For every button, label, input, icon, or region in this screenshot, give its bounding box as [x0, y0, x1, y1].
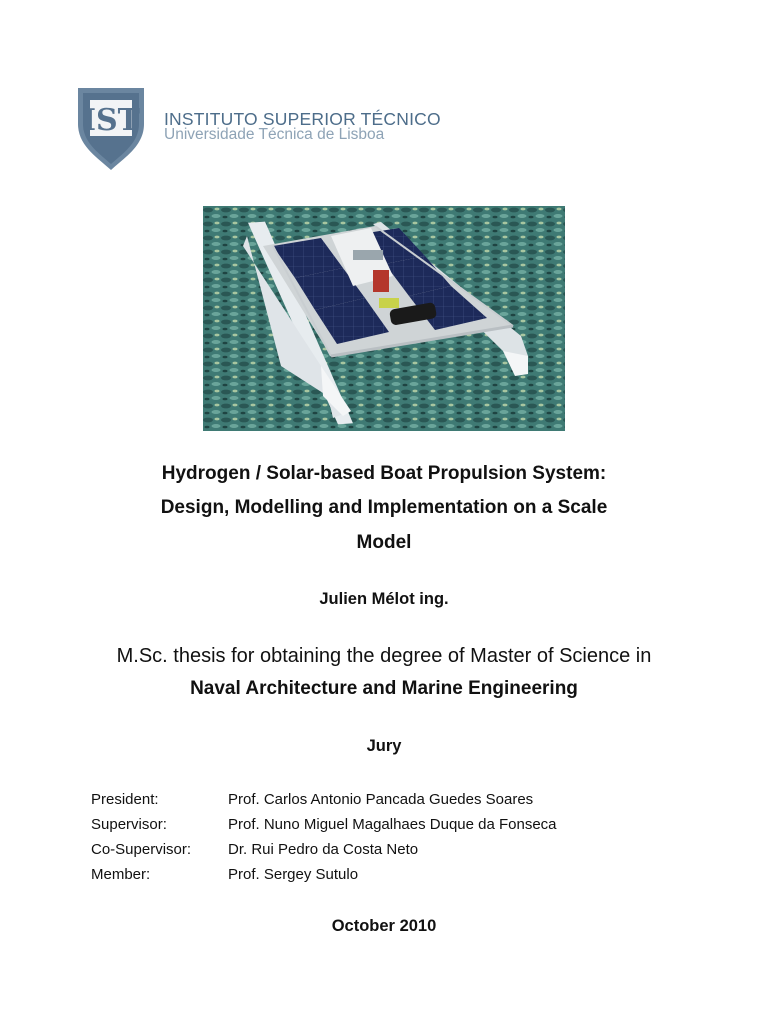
thesis-title-line-2: Design, Modelling and Implementation on a Scale	[160, 497, 608, 518]
jury-name-supervisor: Prof. Nuno Miguel Magalhaes Duque da Fonseca	[228, 816, 557, 833]
ist-shield-logo-icon	[78, 88, 144, 170]
thesis-title-line-3: Model	[356, 532, 412, 553]
jury-name-member: Prof. Sergey Sutulo	[228, 866, 359, 883]
jury-role-supervisor: Supervisor:	[91, 816, 167, 833]
author-name: Julien Mélot ing.	[319, 590, 449, 608]
university-name: Universidade Técnica de Lisboa	[164, 126, 385, 143]
submission-date: October 2010	[331, 917, 437, 935]
degree-statement: M.Sc. thesis for obtaining the degree of Master of Science in	[116, 645, 652, 667]
jury-role-president: President:	[91, 791, 159, 808]
logo-lettering: IST	[81, 103, 141, 138]
jury-name-president: Prof. Carlos Antonio Pancada Guedes Soares	[228, 791, 534, 808]
jury-heading: Jury	[366, 737, 402, 755]
thesis-title-line-1: Hydrogen / Solar-based Boat Propulsion System:	[161, 463, 607, 484]
jury-role-member: Member:	[91, 866, 151, 883]
institution-name: INSTITUTO SUPERIOR TÉCNICO	[164, 109, 441, 129]
solar-boat-scale-model-photo	[203, 206, 565, 431]
jury-name-co-supervisor: Dr. Rui Pedro da Costa Neto	[228, 841, 419, 858]
degree-program: Naval Architecture and Marine Engineering	[190, 678, 578, 699]
jury-role-co-supervisor: Co-Supervisor:	[91, 841, 192, 858]
